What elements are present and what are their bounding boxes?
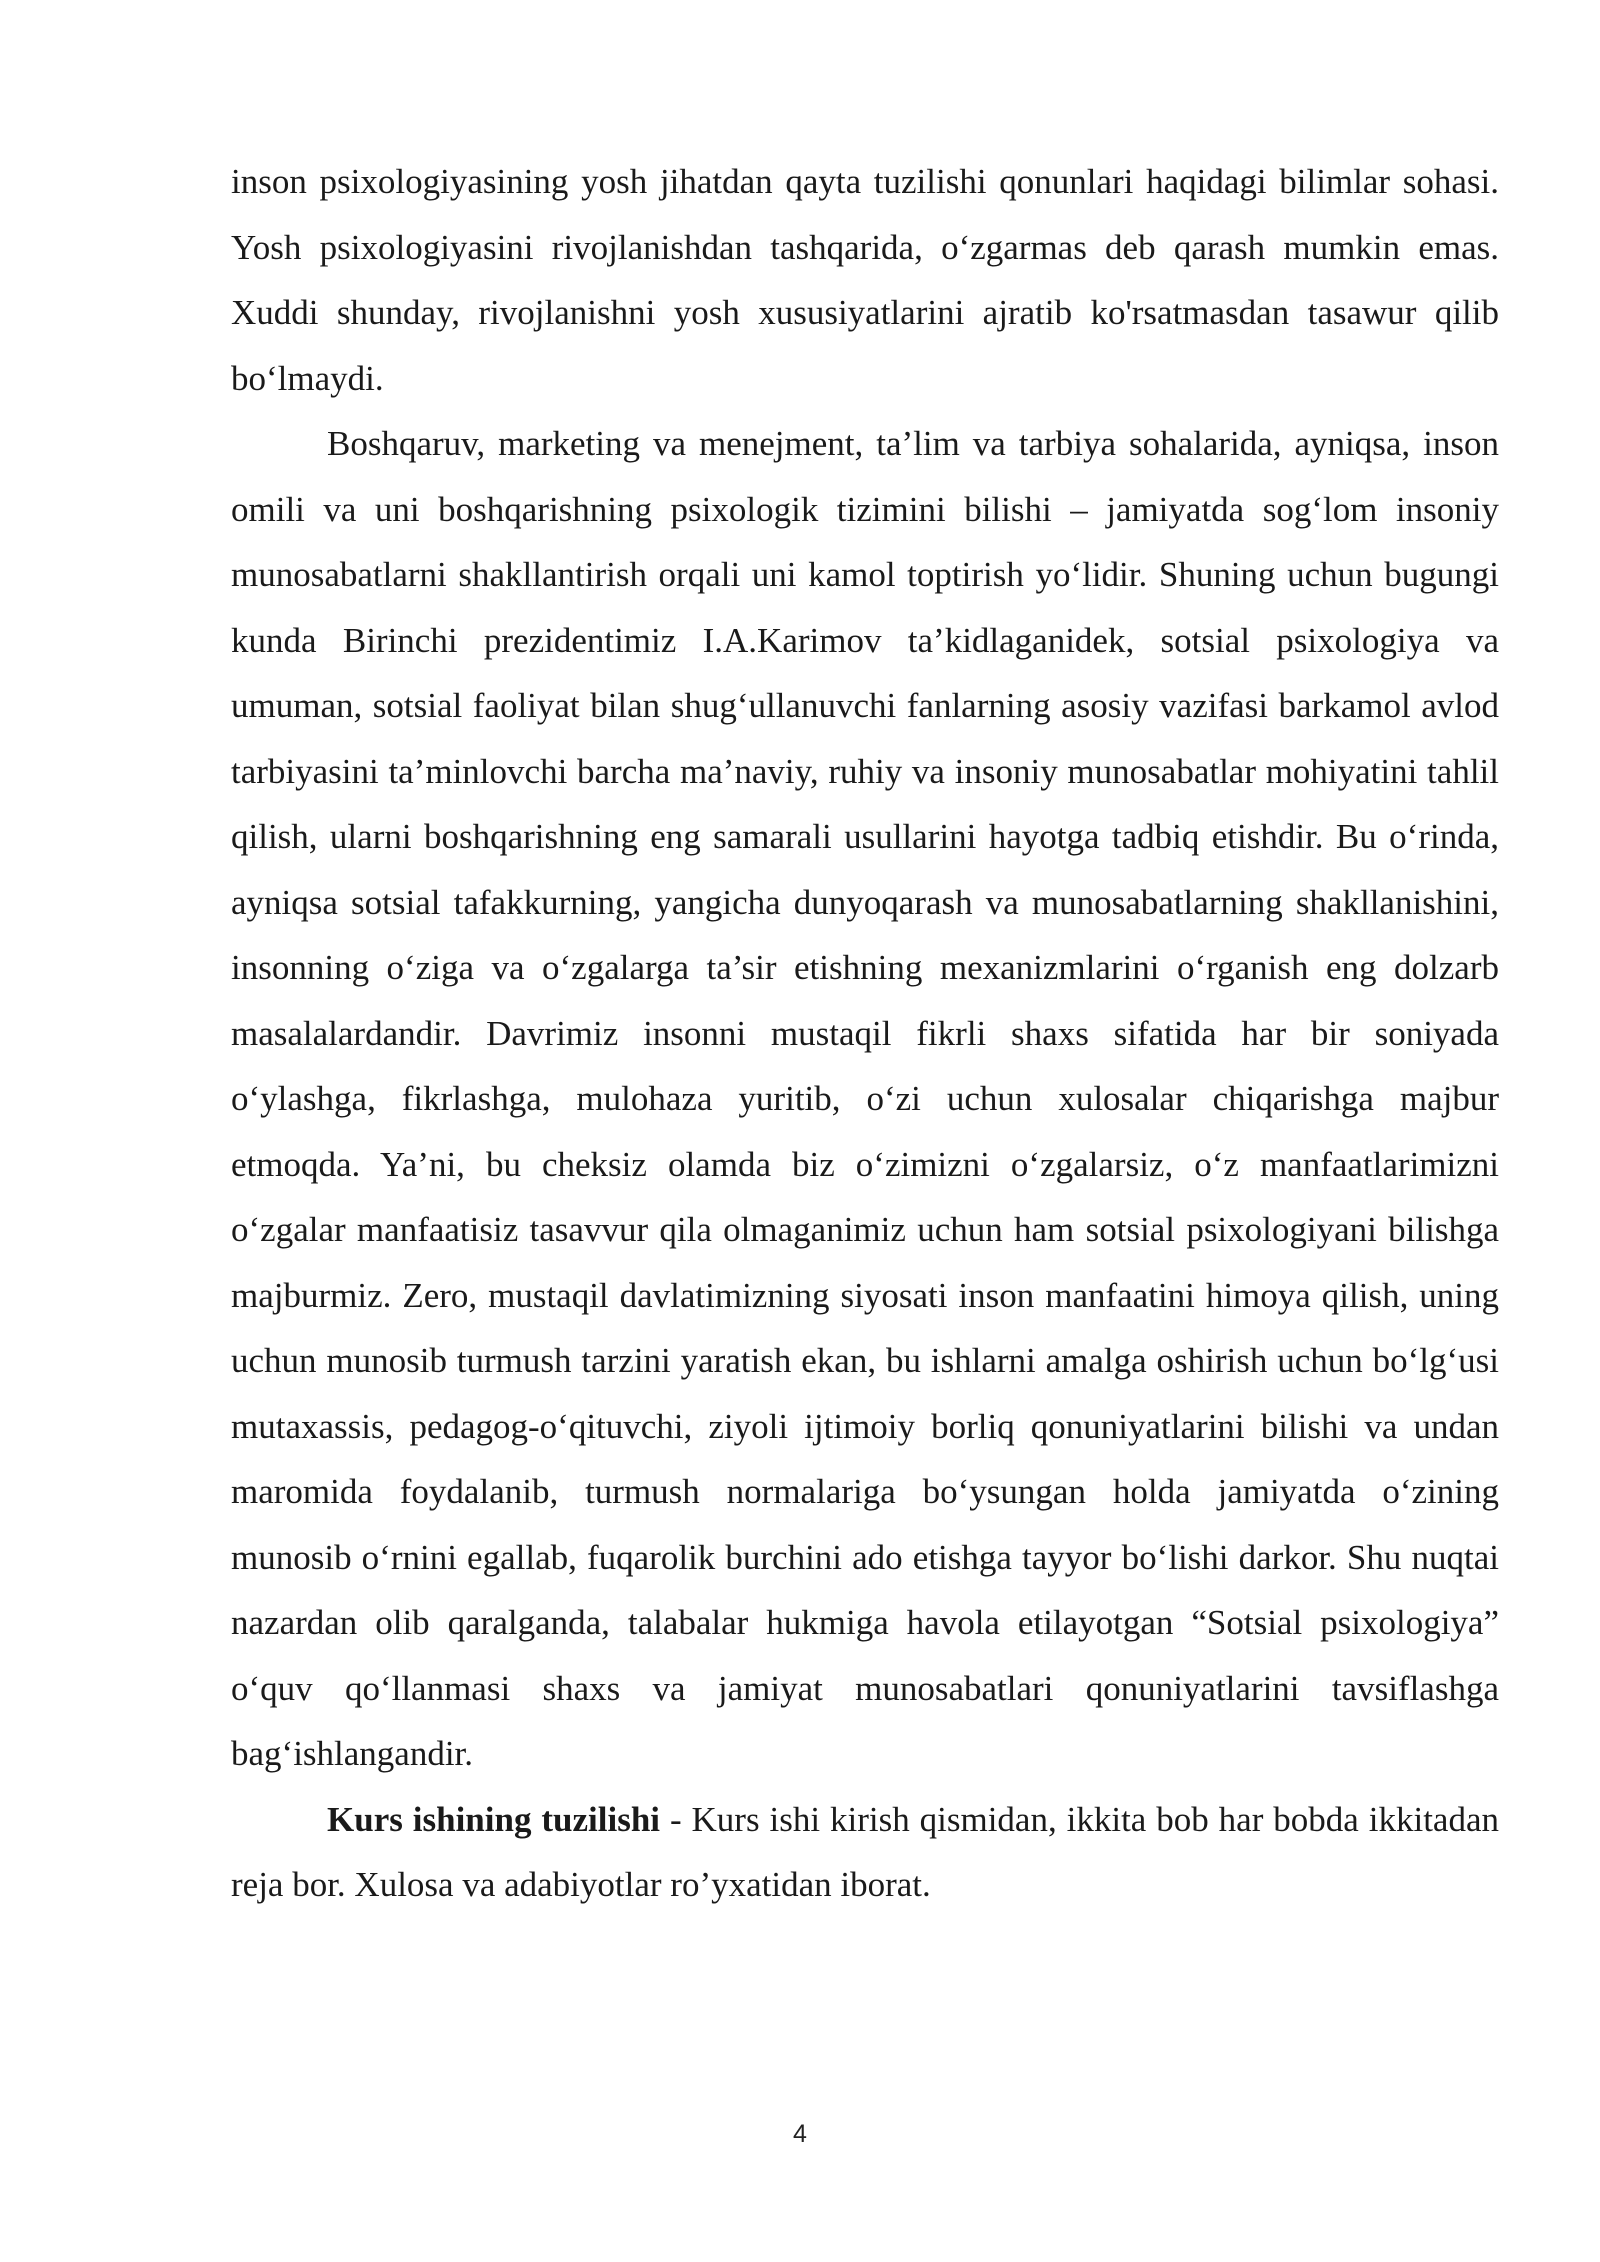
body-text (231, 149, 1499, 1918)
page-number: 4 (793, 2120, 807, 2148)
paragraph-continuation: inson psixologiyasining yosh jihatdan qayta tuzilishi qonunlari haqidagi bilimlar sohasi. Yosh psixologiyasini rivojlanishdan tashqarida, o‘zgarmas deb qarash mumkin emas. Xuddi shunday, rivojlanishni yosh xususiyatlarini ajratib ko'rsatmasdan tasawur qilib bo‘lmaydi. (231, 162, 1499, 398)
course-structure-heading: Kurs ishining tuzilishi (327, 1799, 661, 1839)
paragraph-course-structure (231, 1787, 1499, 1918)
course-structure-text: - Kurs ishi kirish qismidan, ikkita bob har bobda ikkitadan reja bor. Xulosa va adabiyotlar ro’yxatidan iborat. (231, 1799, 1499, 1904)
paragraph-management: Boshqaruv, marketing va menejment, ta’lim va tarbiya sohalarida, ayniqsa, inson omili va uni boshqarishning psixologik tizimini bilishi – jamiyatda sog‘lom insoniy munosabatlarni shakllantirish orqali uni kamol toptirish yo‘lidir. Shuning uchun bugungi kunda Birinchi prezidentimiz I.A.Karimov ta’kidlaganidek, sotsial psixologiya va umuman, sotsial faoliyat bilan shug‘ullanuvchi fanlarning asosiy vazifasi barkamol avlod tarbiyasini ta’minlovchi barcha ma’naviy, ruhiy va insoniy munosabatlar mohiyatini tahlil qilish, ularni boshqarishning eng samarali usullarini hayotga tadbiq etishdir. Bu o‘rinda, ayniqsa sotsial tafakkurning, yangicha dunyoqarash va munosabatlarning shakllanishini, insonning o‘ziga va o‘zgalarga ta’sir etishning mexanizmlarini o‘rganish eng dolzarb masalalardandir. Davrimiz insonni mustaqil fikrli shaxs sifatida har bir soniyada o‘ylashga, fikrlashga, mulohaza yuritib, o‘zi uchun xulosalar chiqarishga majbur etmoqda. Ya’ni, bu cheksiz olamda biz o‘zimizni o‘zgalarsiz, o‘z manfaatlarimizni o‘zgalar manfaatisiz tasavvur qila olmaganimiz uchun ham sotsial psixologiyani bilishga majburmiz. Zero, mustaqil davlatimizning siyosati inson manfaatini himoya qilish, uning uchun munosib turmush tarzini yaratish ekan, bu ishlarni amalga oshirish uchun bo‘lg‘usi mutaxassis, pedagog-o‘qituvchi, ziyoli ijtimoiy borliq qonuniyatlarini bilishi va undan maromida foydalanib, turmush normalariga bo‘ysungan holda jamiyatda o‘zining munosib o‘rnini egallab, fuqarolik burchini ado etishga tayyor bo‘lishi darkor. Shu nuqtai nazardan olib qaralganda, talabalar hukmiga havola etilayotgan “Sotsial psixologiya” o‘quv qo‘llanmasi shaxs va jamiyat munosabatlari qonuniyatlarini tavsiflashga bag‘ishlangandir. (231, 424, 1499, 1773)
